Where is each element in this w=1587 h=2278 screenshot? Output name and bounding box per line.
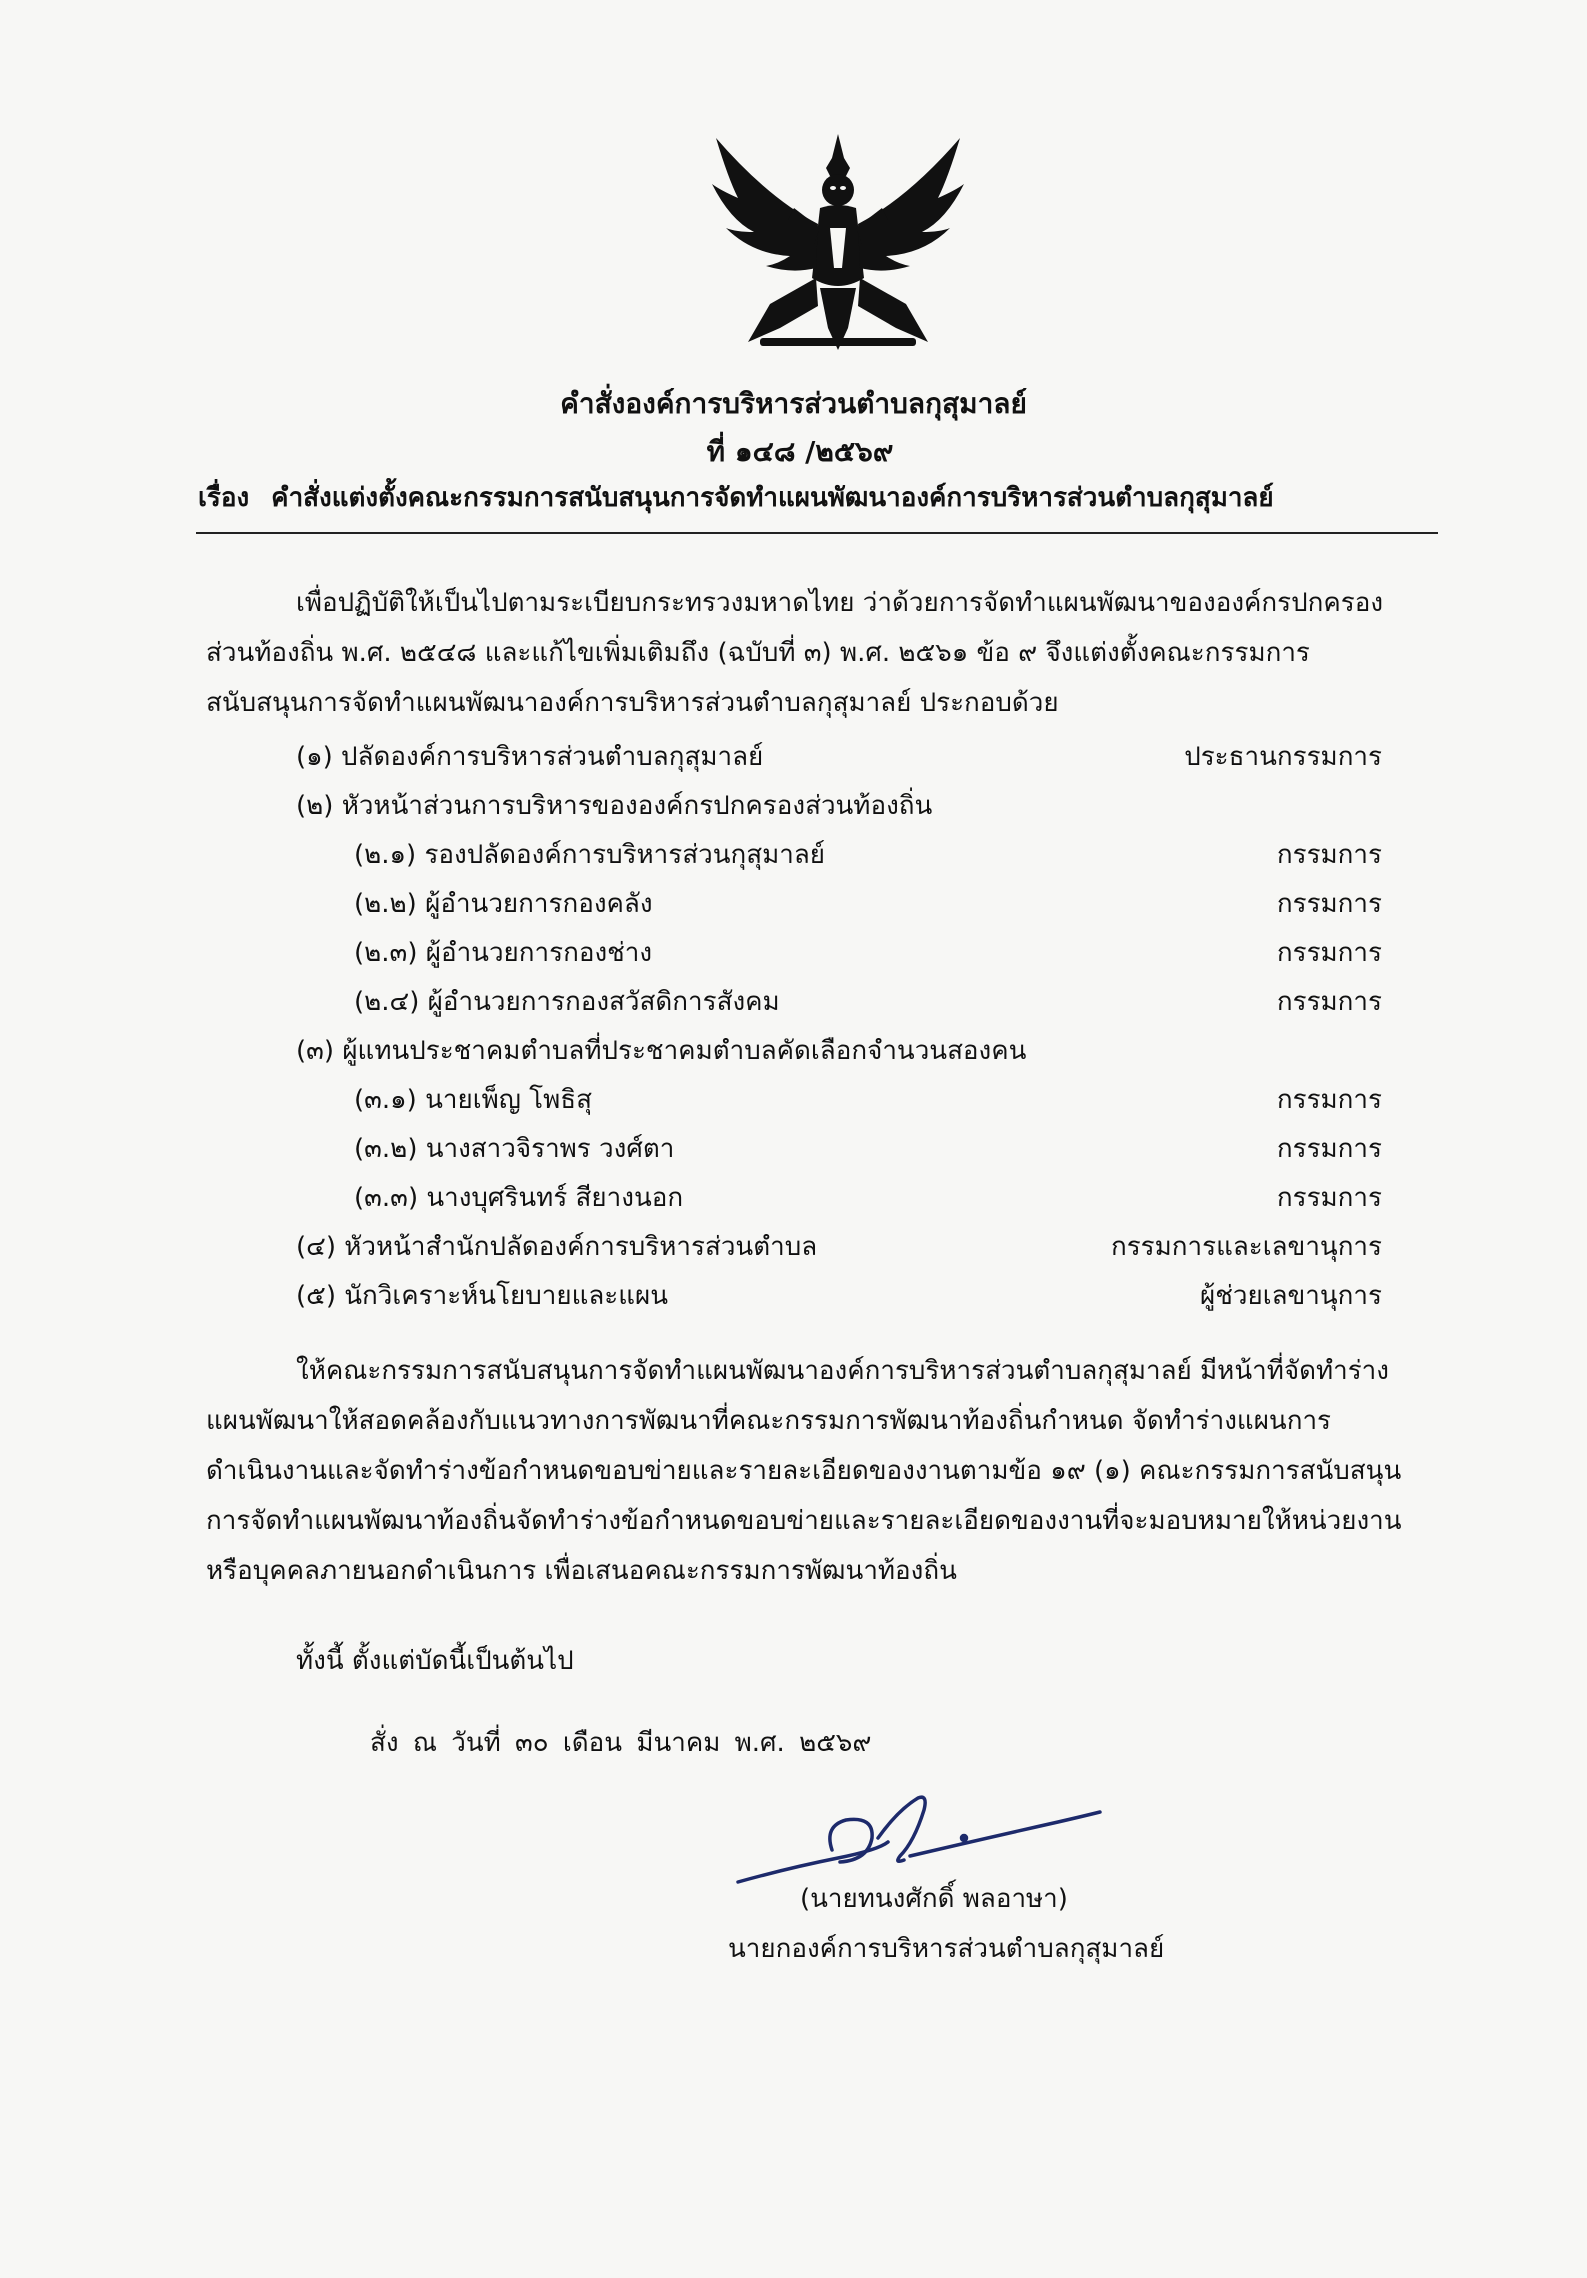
effective-clause: ทั้งนี้ ตั้งแต่บัดนี้เป็นต้นไป xyxy=(296,1646,574,1676)
member-row xyxy=(206,1027,1438,1076)
member-position: (๑) ปลัดองค์การบริหารส่วนตำบลกุสุมาลย์ xyxy=(296,742,764,772)
member-role: ผู้ช่วยเลขานุการ xyxy=(1200,1281,1382,1311)
signer-position: นายกองค์การบริหารส่วนตำบลกุสุมาลย์ xyxy=(728,1934,1165,1964)
member-row xyxy=(206,1223,1438,1272)
member-row xyxy=(206,782,1438,831)
duties-line: หรือบุคคลภายนอกดำเนินการ เพื่อเสนอคณะกรรมการพัฒนาท้องถิ่น xyxy=(206,1556,957,1586)
member-position: (๒.๔) ผู้อำนวยการกองสวัสดิการสังคม xyxy=(354,987,780,1017)
header-divider xyxy=(196,532,1438,534)
member-row xyxy=(206,831,1438,880)
intro-line: สนับสนุนการจัดทำแผนพัฒนาองค์การบริหารส่วนตำบลกุสุมาลย์ ประกอบด้วย xyxy=(206,688,1059,718)
signer-name: (นายทนงศักดิ์ พลอาษา) xyxy=(800,1884,1068,1914)
subject-label: เรื่อง xyxy=(198,483,250,513)
member-position: (๓.๒) นางสาวจิราพร วงศ์ตา xyxy=(354,1134,675,1164)
member-position: (๓.๓) นางบุศรินทร์ สียางนอก xyxy=(354,1183,684,1213)
member-role: กรรมการ xyxy=(1276,938,1382,968)
member-role: กรรมการ xyxy=(1276,1134,1382,1164)
order-date: สั่ง ณ วันที่ ๓๐ เดือน มีนาคม พ.ศ. ๒๕๖๙ xyxy=(370,1728,872,1758)
intro-line: ส่วนท้องถิ่น พ.ศ. ๒๕๔๘ และแก้ไขเพิ่มเติมถึง (ฉบับที่ ๓) พ.ศ. ๒๕๖๑ ข้อ ๙ จึงแต่งตั้งคณะกรรมการ xyxy=(206,638,1310,668)
member-row xyxy=(206,1125,1438,1174)
garuda-emblem-icon xyxy=(708,128,968,356)
member-role: กรรมการ xyxy=(1276,1085,1382,1115)
duties-line: การจัดทำแผนพัฒนาท้องถิ่นจัดทำร่างข้อกำหนดขอบข่ายและรายละเอียดของงานที่จะมอบหมายให้หน่วยงาน xyxy=(206,1506,1402,1536)
member-row xyxy=(206,1174,1438,1223)
duties-paragraph xyxy=(206,1346,1438,1596)
member-position: (๒.๒) ผู้อำนวยการกองคลัง xyxy=(354,889,653,919)
duties-line: แผนพัฒนาให้สอดคล้องกับแนวทางการพัฒนาที่คณะกรรมการพัฒนาท้องถิ่นกำหนด จัดทำร่างแผนการ xyxy=(206,1406,1332,1436)
member-position: (๓.๑) นายเพ็ญ โพธิสุ xyxy=(354,1085,592,1115)
duties-line: ให้คณะกรรมการสนับสนุนการจัดทำแผนพัฒนาองค์การบริหารส่วนตำบลกุสุมาลย์ มีหน้าที่จัดทำร่าง xyxy=(296,1356,1389,1386)
member-row xyxy=(206,978,1438,1027)
member-position: (๒.๑) รองปลัดองค์การบริหารส่วนกุสุมาลย์ xyxy=(354,840,825,870)
member-role: กรรมการ xyxy=(1276,1183,1382,1213)
intro-line: เพื่อปฏิบัติให้เป็นไปตามระเบียบกระทรวงมหาดไทย ว่าด้วยการจัดทำแผนพัฒนาขององค์กรปกครอง xyxy=(296,588,1384,618)
member-row xyxy=(206,929,1438,978)
subject-text: คำสั่งแต่งตั้งคณะกรรมการสนับสนุนการจัดทำแผนพัฒนาองค์การบริหารส่วนตำบลกุสุมาลย์ xyxy=(271,483,1274,513)
order-title: คำสั่งองค์การบริหารส่วนตำบลกุสุมาลย์ xyxy=(560,387,1027,420)
member-position: (๒.๓) ผู้อำนวยการกองช่าง xyxy=(354,938,653,968)
member-role: กรรมการ xyxy=(1276,889,1382,919)
intro-paragraph xyxy=(206,578,1438,728)
member-row xyxy=(206,733,1438,782)
duties-line: ดำเนินงานและจัดทำร่างข้อกำหนดขอบข่ายและรายละเอียดของงานตามข้อ ๑๙ (๑) คณะกรรมการสนับสนุน xyxy=(206,1456,1402,1486)
member-role: กรรมการ xyxy=(1276,987,1382,1017)
member-row xyxy=(206,1272,1438,1321)
member-position: (๔) หัวหน้าสำนักปลัดองค์การบริหารส่วนตำบล xyxy=(296,1232,818,1262)
member-row xyxy=(206,1076,1438,1125)
member-row xyxy=(206,880,1438,929)
order-subject xyxy=(198,478,1274,518)
member-role: กรรมการ xyxy=(1276,840,1382,870)
member-position: (๕) นักวิเคราะห์นโยบายและแผน xyxy=(296,1281,669,1311)
order-number: ที่ ๑๔๘ /๒๕๖๙ xyxy=(706,435,894,468)
member-position: (๓) ผู้แทนประชาคมตำบลที่ประชาคมตำบลคัดเลือกจำนวนสองคน xyxy=(296,1036,1027,1066)
member-role: ประธานกรรมการ xyxy=(1184,742,1382,772)
member-role: กรรมการและเลขานุการ xyxy=(1110,1232,1382,1262)
committee-member-list xyxy=(206,733,1438,1321)
member-position: (๒) หัวหน้าส่วนการบริหารขององค์กรปกครองส่วนท้องถิ่น xyxy=(296,791,933,821)
